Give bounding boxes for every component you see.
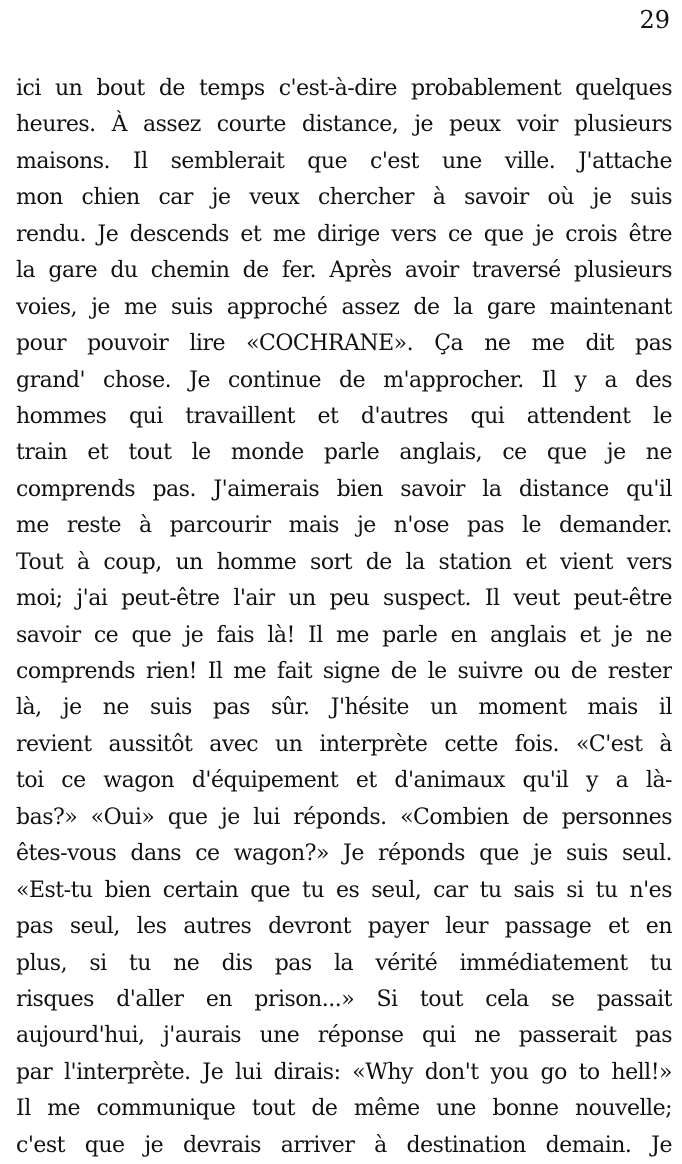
- text-line: grand' chose. Je continue de m'approcher. Il y a des: [16, 367, 672, 393]
- text-line: train et tout le monde parle anglais, ce que je ne: [16, 440, 672, 466]
- page-number: 29: [639, 6, 670, 34]
- text-line: par l'interprète. Je lui dirais: «Why don't you go to hell!»: [16, 1059, 672, 1085]
- text-line: là, je ne suis pas sûr. J'hésite un moment mais il: [16, 695, 672, 721]
- text-line: ici un bout de temps c'est-à-dire probablement quelques: [16, 76, 672, 101]
- text-line: mon chien car je veux chercher à savoir où je suis: [16, 185, 672, 211]
- text-line: me reste à parcourir mais je n'ose pas le demander.: [16, 513, 672, 539]
- text-line: comprends rien! Il me fait signe de le suivre ou de rester: [16, 659, 672, 684]
- text-line: Il me communique tout de même une bonne nouvelle;: [16, 1096, 672, 1122]
- text-line: Tout à coup, un homme sort de la station et vient vers: [16, 549, 672, 575]
- text-line: la gare du chemin de fer. Après avoir traversé plusieurs: [16, 258, 672, 284]
- text-line: voies, je me suis approché assez de la gare maintenant: [16, 294, 672, 320]
- text-line: pour pouvoir lire «COCHRANE». Ça ne me dit pas: [16, 331, 672, 357]
- text-line: heures. À assez courte distance, je peux voir plusieurs: [16, 112, 672, 138]
- text-line: c'est que je devrais arriver à destination demain. Je: [16, 1132, 672, 1158]
- text-line: plus, si tu ne dis pas la vérité immédiatement tu: [16, 950, 672, 976]
- text-line: hommes qui travaillent et d'autres qui attendent le: [16, 403, 672, 429]
- text-line: «Est-tu bien certain que tu es seul, car tu sais si tu n'es: [16, 877, 672, 903]
- text-line: pas seul, les autres devront payer leur passage et en: [16, 914, 672, 940]
- text-line: aujourd'hui, j'aurais une réponse qui ne passerait pas: [16, 1023, 672, 1049]
- body-text: [16, 71, 672, 1164]
- text-line: êtes-vous dans ce wagon?» Je réponds que je suis seul.: [16, 841, 672, 867]
- text-line: revient aussitôt avec un interprète cette fois. «C'est à: [16, 731, 672, 757]
- text-line: risques d'aller en prison...» Si tout cela se passait: [16, 986, 672, 1012]
- text-line: maisons. Il semblerait que c'est une ville. J'attache: [16, 148, 672, 174]
- text-line: comprends pas. J'aimerais bien savoir la distance qu'il: [16, 476, 672, 502]
- text-line: toi ce wagon d'équipement et d'animaux qu'il y a là-: [16, 768, 672, 794]
- text-line: bas?» «Oui» que je lui réponds. «Combien de personnes: [16, 804, 672, 830]
- text-line: savoir ce que je fais là! Il me parle en anglais et je ne: [16, 622, 672, 648]
- text-line: moi; j'ai peut-être l'air un peu suspect. Il veut peut-être: [16, 586, 672, 612]
- text-line: rendu. Je descends et me dirige vers ce que je crois être: [16, 221, 672, 247]
